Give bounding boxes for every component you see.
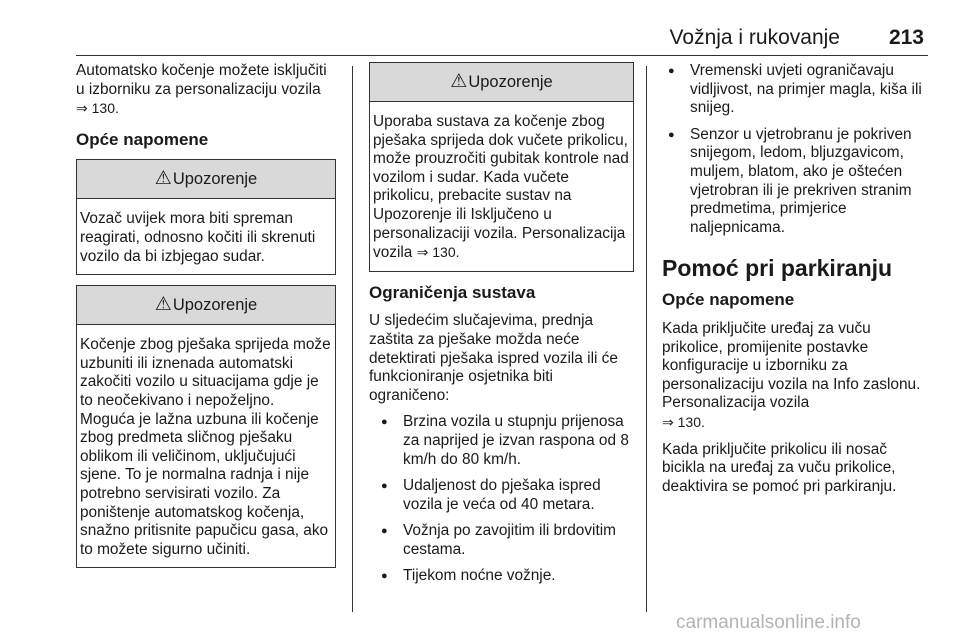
warning-box bbox=[76, 159, 336, 275]
warning-text: Uporaba sustava za kočenje zbog pješaka sprijeda dok vučete prikolicu, može prouzročiti gubitak kontrole nad vozilom i sudar. Kada vučete prikolicu, prebacite sustav na Upozorenje ili Isključeno u personalizaciji vozila. Personalizacija vozila ⇒ 130. bbox=[373, 113, 629, 262]
section-title: Vožnja i rukovanje bbox=[669, 26, 840, 49]
section-heading: Opće napomene bbox=[76, 129, 209, 149]
warning-text: Vozač uvijek mora biti spreman reagirati, odnosno kočiti ili skrenuti vozilo da bi izbjegao sudar. bbox=[80, 210, 316, 265]
list-item: ● Senzor u vjetrobranu je pokriven snijegom, ledom, bljuzgavicom, muljem, blatom, ako je oštećen vjetrobran ili je prekriven stranim predmetima, primjerice naljepnicama. bbox=[662, 126, 930, 238]
list-item: ● Brzina vozila u stupnju prijenosa za naprijed je izvan raspona od 8 km/h do 80 km/h. bbox=[369, 413, 634, 469]
page-number: 213 bbox=[888, 26, 924, 49]
list-item: ● Vremenski uvjeti ograničavaju vidljivost, na primjer magla, kiša ili snijeg. bbox=[662, 62, 930, 118]
column-2 bbox=[369, 62, 634, 594]
column-divider-1 bbox=[352, 66, 353, 612]
warning-header bbox=[370, 63, 633, 102]
warning-title: Upozorenje bbox=[172, 170, 258, 189]
warning-triangle-icon: ⚠ bbox=[154, 168, 172, 190]
page-reference[interactable]: ⇒ 130. bbox=[662, 413, 705, 430]
warning-header bbox=[77, 286, 335, 325]
column-divider-2 bbox=[646, 66, 647, 612]
list-item: ● Tijekom noćne vožnje. bbox=[369, 567, 634, 586]
warning-header bbox=[77, 160, 335, 199]
bullet-list bbox=[369, 413, 634, 586]
warning-box bbox=[369, 62, 634, 272]
warning-text: Kočenje zbog pješaka sprijeda može uzbuniti ili iznenada automatski zakočiti vozilo u situacijama gdje je to neočekivano i nepoželjno. Moguća je lažna uzbuna ili kočenje zbog predmeta sličnog pješaku oblikom ili veličinom, uključujući sjene. To je normalna radnja i nije potrebno servisirati vozilo. Za poništenje automatskog kočenja, snažno pritisnite papučicu gasa, ako to možete sigurno učiniti. bbox=[80, 336, 331, 558]
column-1 bbox=[76, 62, 336, 578]
column-3 bbox=[662, 62, 930, 504]
list-item: ● Udaljenost do pješaka ispred vozila je veća od 40 metara. bbox=[369, 477, 634, 514]
section-heading: Opće napomene bbox=[662, 290, 795, 310]
chapter-heading: Pomoć pri parkiranju bbox=[662, 255, 893, 282]
page-reference[interactable]: ⇒ 130. bbox=[416, 244, 460, 261]
intro-paragraph: Automatsko kočenje možete isključiti u izborniku za personalizaciju vozila ⇒ 130. bbox=[76, 62, 327, 117]
page-header bbox=[0, 26, 960, 56]
watermark: carmanualsonline.info bbox=[676, 612, 861, 633]
page-reference[interactable]: ⇒ 130. bbox=[76, 100, 119, 117]
warning-title: Upozorenje bbox=[172, 295, 258, 314]
body-paragraph: Kada priključite prikolicu ili nosač bicikla na uređaj za vuču prikolice, deaktivira se pomoć pri parkiranju. bbox=[662, 440, 897, 495]
warning-triangle-icon: ⚠ bbox=[154, 293, 172, 315]
header-rule bbox=[76, 55, 928, 56]
body-paragraph: U sljedećim slučajevima, prednja zaštita za pješake možda neće detektirati pješaka ispred vozila ili će funkcioniranje osjetnika biti ograničeno: bbox=[369, 312, 618, 404]
body-paragraph: Kada priključite uređaj za vuču prikolice, promijenite postavke konfiguracije u izborniku za personalizaciju vozila na Info zaslonu. Personalizacija vozila ⇒ 130. bbox=[662, 319, 921, 430]
warning-box bbox=[76, 285, 336, 568]
warning-title: Upozorenje bbox=[468, 72, 553, 91]
bullet-list bbox=[662, 62, 930, 237]
section-heading: Ograničenja sustava bbox=[369, 282, 536, 302]
list-item: ● Vožnja po zavojitim ili brdovitim cestama. bbox=[369, 522, 634, 559]
warning-triangle-icon: ⚠ bbox=[450, 70, 468, 92]
